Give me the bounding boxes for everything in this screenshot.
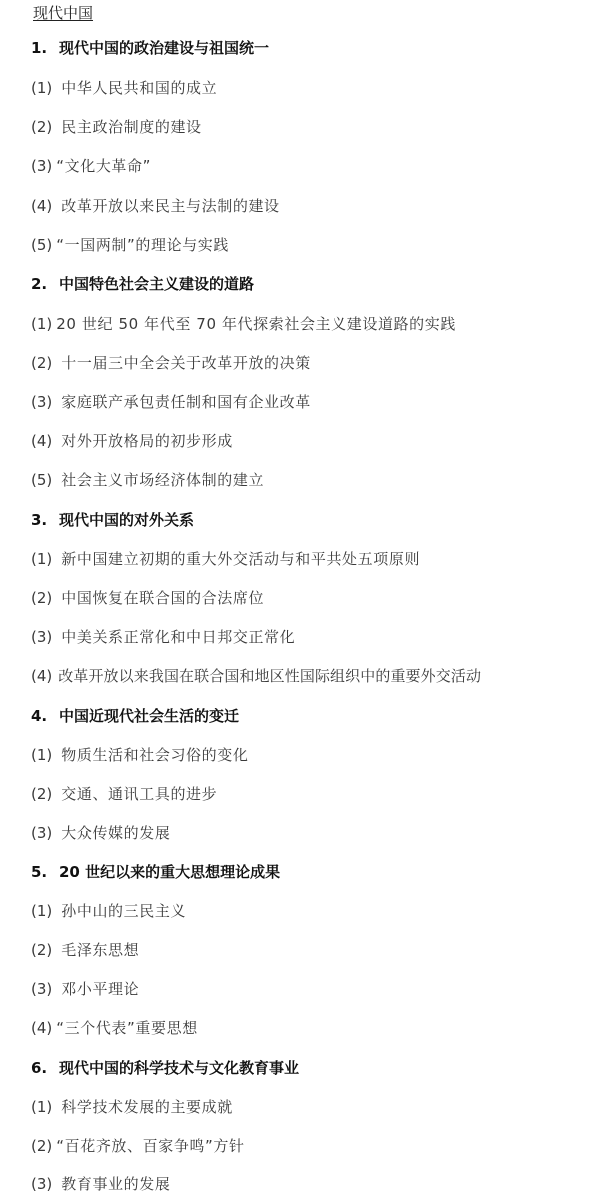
item-text: 改革开放以来民主与法制的建设 [61,197,280,215]
list-item [31,743,248,767]
section-heading-5 [31,860,280,884]
section-number: 1. [31,39,48,57]
item-number: (2) [31,785,53,803]
list-item [31,154,151,178]
item-text: 中华人民共和国的成立 [61,79,218,97]
item-number: (3) [31,824,53,842]
section-title: 现代中国的政治建设与祖国统一 [59,39,270,57]
section-title: 现代中国的科学技术与文化教育事业 [59,1059,300,1077]
page-title: 现代中国 [33,4,94,22]
item-number: (1) [31,79,53,97]
list-item [31,821,170,845]
item-text: 科学技术发展的主要成就 [61,1098,233,1116]
item-number: (4) [31,197,53,215]
item-number: (1) [31,1098,53,1116]
section-title: 20 世纪以来的重大思想理论成果 [59,863,281,881]
list-item [31,547,420,571]
section-heading-6 [31,1056,299,1080]
section-title: 中国特色社会主义建设的道路 [59,275,255,293]
item-number: (2) [31,941,53,959]
item-number: (5) [31,471,53,489]
section-heading-4 [31,704,239,728]
list-item [31,1016,198,1040]
item-number: (1) [31,902,53,920]
list-item [31,1095,233,1119]
section-title: 现代中国的对外关系 [59,511,195,529]
list-item [31,977,139,1001]
item-number: (4) [31,432,53,450]
section-heading-1 [31,36,269,60]
item-text: 中国恢复在联合国的合法席位 [61,589,265,607]
item-text: 邓小平理论 [61,980,140,998]
item-number: (3) [31,1175,53,1193]
item-number: (3) [31,157,53,175]
item-text: 大众传媒的发展 [61,824,171,842]
list-item [31,664,481,688]
item-text: “百花齐放、百家争鸣”方针 [56,1137,245,1155]
item-text: 教育事业的发展 [61,1175,171,1193]
item-number: (1) [31,315,53,333]
item-number: (4) [31,667,53,685]
item-text: 中美关系正常化和中日邦交正常化 [61,628,296,646]
list-item [31,429,233,453]
section-title: 中国近现代社会生活的变迁 [59,707,240,725]
item-number: (1) [31,550,53,568]
item-text: 毛泽东思想 [61,941,140,959]
item-text: “一国两制”的理论与实践 [56,236,229,254]
section-number: 5. [31,863,48,881]
list-item [31,625,295,649]
list-item [31,468,264,492]
item-text: 孙中山的三民主义 [61,902,187,920]
list-item [31,1134,245,1158]
item-number: (3) [31,628,53,646]
section-heading-3 [31,508,194,532]
list-item [31,938,139,962]
list-item [31,782,217,806]
item-text: “文化大革命” [56,157,151,175]
item-number: (3) [31,393,53,411]
section-number: 4. [31,707,48,725]
item-number: (2) [31,589,53,607]
list-item [31,115,202,139]
section-heading-2 [31,272,254,296]
list-item [31,351,311,375]
item-number: (4) [31,1019,53,1037]
item-number: (2) [31,1137,53,1155]
item-number: (1) [31,746,53,764]
list-item [31,899,186,923]
list-item [31,586,264,610]
item-number: (5) [31,236,53,254]
item-text: “三个代表”重要思想 [56,1019,198,1037]
item-text: 十一届三中全会关于改革开放的决策 [61,354,311,372]
item-number: (2) [31,118,53,136]
list-item [31,76,217,100]
item-text: 对外开放格局的初步形成 [61,432,233,450]
list-item [31,390,311,414]
item-number: (3) [31,980,53,998]
item-text: 民主政治制度的建设 [61,118,202,136]
item-text: 改革开放以来我国在联合国和地区性国际组织中的重要外交活动 [58,667,482,685]
item-text: 家庭联产承包责任制和国有企业改革 [61,393,311,411]
item-text: 交通、通讯工具的进步 [61,785,218,803]
section-number: 3. [31,511,48,529]
list-item [31,194,280,218]
item-text: 20 世纪 50 年代至 70 年代探索社会主义建设道路的实践 [56,315,456,333]
list-item [31,312,456,336]
section-number: 6. [31,1059,48,1077]
section-number: 2. [31,275,48,293]
item-number: (2) [31,354,53,372]
item-text: 社会主义市场经济体制的建立 [61,471,265,489]
item-text: 物质生活和社会习俗的变化 [61,746,249,764]
list-item [31,1172,170,1196]
item-text: 新中国建立初期的重大外交活动与和平共处五项原则 [61,550,421,568]
list-item [31,233,229,257]
